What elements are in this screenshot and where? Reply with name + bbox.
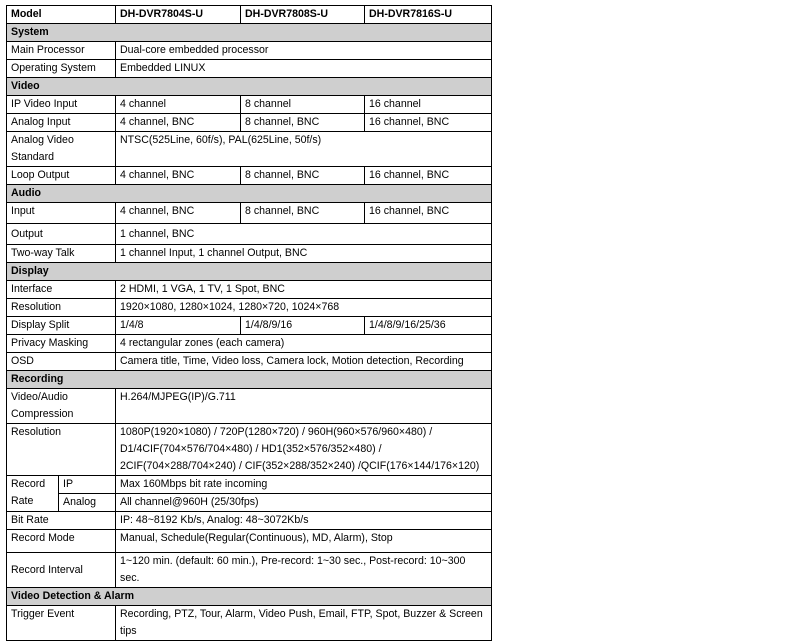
row-value-1: 1/4/8 [116,317,241,335]
spec-sheet [6,5,492,641]
section-title: Display [7,263,492,281]
row-interface [7,281,492,299]
row-display-resolution [7,299,492,317]
row-label: Record Rate [7,476,59,512]
row-bit-rate [7,512,492,530]
row-value-2: 1/4/8/9/16 [241,317,365,335]
row-label: Record Interval [7,553,116,588]
row-label: Main Processor [7,42,116,60]
header-model-1: DH-DVR7804S-U [116,6,241,24]
row-two-way-talk [7,245,492,263]
section-title: Video [7,78,492,96]
row-value-1: 4 channel, BNC [116,203,241,224]
row-value: Embedded LINUX [116,60,492,78]
header-model-2: DH-DVR7808S-U [241,6,365,24]
row-label: IP Video Input [7,96,116,114]
row-audio-output [7,224,492,245]
row-label: OSD [7,353,116,371]
row-operating-system [7,60,492,78]
row-value: 1~120 min. (default: 60 min.), Pre-record: 1~30 sec., Post-record: 10~300 sec. [116,553,492,588]
section-video [7,78,492,96]
row-label: Resolution [7,424,116,476]
row-value-3: 16 channel, BNC [365,203,492,224]
row-value: 1 channel Input, 1 channel Output, BNC [116,245,492,263]
row-record-rate-ip [7,476,492,494]
section-audio [7,185,492,203]
row-value: IP: 48~8192 Kb/s, Analog: 48~3072Kb/s [116,512,492,530]
row-label: Privacy Masking [7,335,116,353]
row-label: Display Split [7,317,116,335]
row-label: Two-way Talk [7,245,116,263]
row-value: NTSC(525Line, 60f/s), PAL(625Line, 50f/s) [116,132,492,167]
row-analog-input [7,114,492,132]
row-label: Analog Input [7,114,116,132]
row-value-2: 8 channel, BNC [241,114,365,132]
row-record-rate-analog [7,494,492,512]
row-label: Record Mode [7,530,116,553]
section-display [7,263,492,281]
row-label: Loop Output [7,167,116,185]
row-value: All channel@960H (25/30fps) [116,494,492,512]
row-value: 1 channel, BNC [116,224,492,245]
row-value-1: 4 channel, BNC [116,167,241,185]
section-detection [7,588,492,606]
row-value: Camera title, Time, Video loss, Camera lock, Motion detection, Recording [116,353,492,371]
row-label: Video/Audio Compression [7,389,116,424]
section-title: Video Detection & Alarm [7,588,492,606]
row-value: 1080P(1920×1080) / 720P(1280×720) / 960H(960×576/960×480) / D1/4CIF(704×576/704×480) / HD1(352×576/352×480) / 2CIF(704×288/704×240) / CIF(352×288/352×240) /QCIF(176×144/176×120) [116,424,492,476]
row-label: Resolution [7,299,116,317]
row-label: Interface [7,281,116,299]
row-sublabel-analog: Analog [59,494,116,512]
row-osd [7,353,492,371]
row-value-2: 8 channel [241,96,365,114]
row-record-resolution [7,424,492,476]
row-value: H.264/MJPEG(IP)/G.711 [116,389,492,424]
row-value-1: 4 channel [116,96,241,114]
row-main-processor [7,42,492,60]
row-value-3: 16 channel, BNC [365,114,492,132]
row-value: 4 rectangular zones (each camera) [116,335,492,353]
row-display-split [7,317,492,335]
row-record-interval [7,553,492,588]
row-privacy-masking [7,335,492,353]
section-title: Audio [7,185,492,203]
row-sublabel-ip: IP [59,476,116,494]
row-value: 1920×1080, 1280×1024, 1280×720, 1024×768 [116,299,492,317]
row-label: Analog Video Standard [7,132,116,167]
row-label: Output [7,224,116,245]
row-label: Operating System [7,60,116,78]
row-value-1: 4 channel, BNC [116,114,241,132]
row-record-mode [7,530,492,553]
row-label: Input [7,203,116,224]
header-row [7,6,492,24]
row-label: Trigger Event [7,606,116,641]
section-recording [7,371,492,389]
row-loop-output [7,167,492,185]
row-label: Bit Rate [7,512,116,530]
row-value: Dual-core embedded processor [116,42,492,60]
row-value-3: 16 channel [365,96,492,114]
header-model: Model [7,6,116,24]
row-analog-video-standard [7,132,492,167]
row-value-3: 1/4/8/9/16/25/36 [365,317,492,335]
row-value: 2 HDMI, 1 VGA, 1 TV, 1 Spot, BNC [116,281,492,299]
row-value-2: 8 channel, BNC [241,167,365,185]
row-value: Max 160Mbps bit rate incoming [116,476,492,494]
section-title: System [7,24,492,42]
spec-table [6,5,492,641]
row-value: Manual, Schedule(Regular(Continuous), MD, Alarm), Stop [116,530,492,553]
header-model-3: DH-DVR7816S-U [365,6,492,24]
row-value: Recording, PTZ, Tour, Alarm, Video Push, Email, FTP, Spot, Buzzer & Screen tips [116,606,492,641]
row-ip-video-input [7,96,492,114]
row-value-2: 8 channel, BNC [241,203,365,224]
section-title: Recording [7,371,492,389]
section-system [7,24,492,42]
row-audio-input [7,203,492,224]
row-trigger-event [7,606,492,641]
row-value-3: 16 channel, BNC [365,167,492,185]
row-compression [7,389,492,424]
